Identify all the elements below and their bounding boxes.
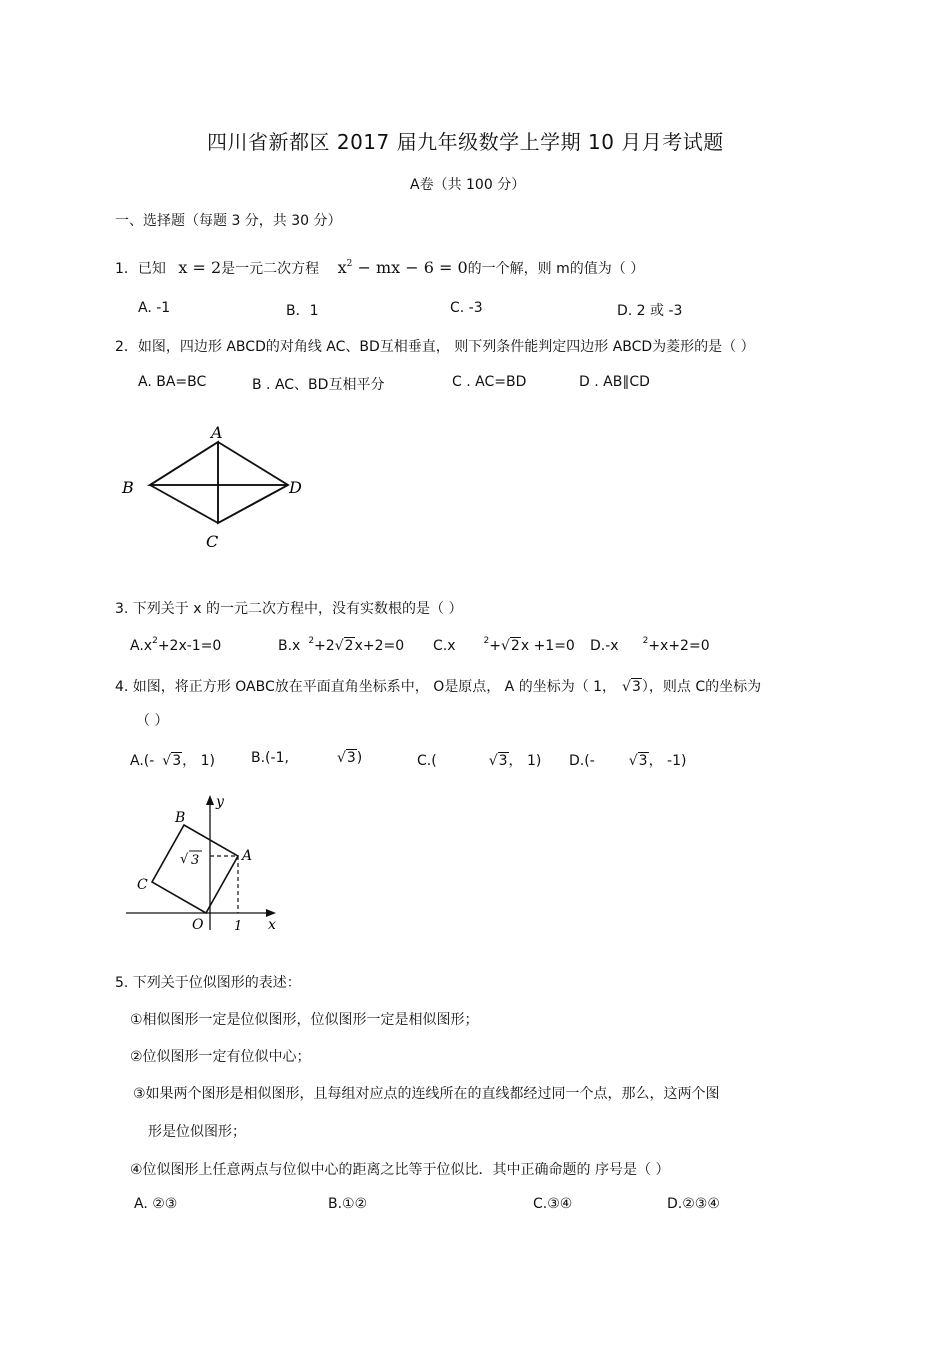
label-b: B	[175, 810, 186, 826]
q2-option-a[interactable]: A. BA=BC	[138, 374, 207, 390]
q1-eq-x: x	[337, 258, 347, 277]
question-5-stem: 5. 下列关于位似图形的表述：	[115, 975, 301, 991]
q4-option-b[interactable]	[251, 750, 362, 766]
q5-statement-2: ②位似图形一定有位似中心；	[130, 1049, 311, 1065]
q5-option-d[interactable]: D.②③④	[667, 1196, 720, 1212]
q3-c-radicand: 2	[510, 638, 520, 654]
page-title: 四川省新都区 2017 届九年级数学上学期 10 月月考试题	[207, 130, 724, 154]
q4-answer-blank: （ ）	[136, 713, 169, 729]
q4-option-a[interactable]	[130, 750, 215, 770]
q3-b-exp: 2	[308, 636, 315, 646]
label-c: C	[137, 877, 148, 893]
q1-eq-rest: − mx − 6 = 0	[352, 258, 468, 277]
q3-b-radicand: 2	[344, 638, 354, 654]
label-o: O	[192, 917, 204, 933]
paper-subtitle: A卷（共 100 分）	[410, 177, 526, 193]
rhombus-figure	[110, 420, 310, 555]
label-c: C	[206, 532, 219, 551]
y-axis-arrow-icon	[206, 795, 214, 805]
q5-statement-3a: ③如果两个图形是相似图形，且每组对应点的连线所在的直线都经过同一个点，那么，这两个图	[133, 1086, 720, 1102]
sqrt-icon: √	[500, 638, 510, 654]
q3-option-b[interactable]	[278, 638, 404, 654]
q3-a-exp: 2	[152, 636, 158, 646]
sqrt-icon: √	[488, 753, 498, 769]
q3-a-pre: A.x	[130, 638, 153, 654]
q2-option-c[interactable]: C . AC=BD	[452, 374, 527, 390]
question-2-stem: 2．如图，四边形 ABCD的对角线 AC、BD互相垂直， 则下列条件能判定四边形 ABCD为菱形的是（ ）	[115, 339, 755, 355]
q1-mid: 是一元二次方程	[221, 261, 320, 277]
q3-b-post: x+2=0	[354, 638, 405, 654]
sqrt-icon: √	[622, 679, 631, 695]
q3-c-exp: 2	[483, 636, 490, 646]
q5-option-a[interactable]: A. ②③	[134, 1196, 178, 1212]
label-one: 1	[234, 919, 243, 934]
question-4-stem	[115, 676, 761, 696]
q5-statement-4: ④位似图形上任意两点与位似中心的距离之比等于位似比．其中正确命题的 序号是（ ）	[130, 1162, 670, 1178]
q4-b-post: )	[356, 750, 363, 766]
q4-b-radicand: 3	[346, 750, 356, 766]
q3-option-d[interactable]	[590, 638, 710, 654]
q4-c-pre: C.(	[417, 753, 437, 769]
sqrt-icon: √	[336, 750, 346, 766]
label-y: y	[216, 794, 224, 810]
q1-option-c[interactable]: C. -3	[450, 300, 483, 316]
q3-c-pre: C.x	[433, 638, 456, 654]
square-oabc	[152, 825, 238, 913]
q4-a-pre: A.(-	[130, 753, 155, 769]
q4-stem-post: ），则点 C的坐标为	[641, 679, 762, 695]
q4-d-pre: D.(-	[569, 753, 595, 769]
q4-stem-pre: 4. 如图，将正方形 OABC放在平面直角坐标系中， O是原点， A 的坐标为（ 1，	[115, 679, 617, 695]
question-1-stem	[115, 258, 644, 278]
q4-b-pre: B.(-1,	[251, 750, 289, 766]
label-b: B	[122, 478, 134, 497]
q3-option-a[interactable]	[130, 638, 221, 654]
label-a: A	[211, 423, 223, 442]
q5-option-b[interactable]: B.①②	[328, 1196, 368, 1212]
q1-option-a[interactable]: A. -1	[138, 300, 171, 316]
q1-prefix: 1．已知	[115, 261, 166, 277]
label-x: x	[268, 917, 276, 933]
q4-c-post: ， 1)	[508, 753, 542, 769]
q3-b-pre: B.x	[278, 638, 301, 654]
q4-a-radicand: 3	[172, 753, 182, 769]
q3-c-mid: +	[489, 638, 501, 654]
q3-a-post: +2x-1=0	[157, 638, 222, 654]
sqrt-icon: √	[162, 753, 172, 769]
q4-option-c[interactable]	[417, 750, 541, 770]
q4-stem-radicand: 3	[631, 679, 641, 695]
section-heading: 一、选择题（每题 3 分，共 30 分）	[115, 213, 342, 229]
q1-condition: x = 2	[178, 258, 222, 277]
rhombus-edges	[150, 442, 288, 523]
q2-option-d[interactable]: D . AB∥CD	[579, 374, 650, 390]
label-d: D	[289, 478, 302, 497]
q4-d-post: ， -1)	[648, 753, 687, 769]
q4-c-radicand: 3	[498, 753, 508, 769]
sqrt-icon: √	[180, 852, 189, 867]
label-sqrt3: 3	[191, 853, 200, 868]
q4-a-post: ， 1)	[182, 753, 215, 769]
rhombus-outline	[150, 442, 288, 523]
q5-statement-3b: 形是位似图形；	[148, 1124, 246, 1140]
q4-option-d[interactable]	[569, 750, 686, 770]
sqrt-icon: √	[628, 753, 638, 769]
q3-option-c[interactable]	[433, 638, 575, 654]
q2-option-b[interactable]: B . AC、BD互相平分	[252, 377, 385, 393]
q1-eq-exp: 2	[346, 259, 353, 269]
q1-suffix: 的一个解，则 m的值为（ ）	[467, 261, 645, 277]
q3-b-mid: +2	[314, 638, 335, 654]
label-a: A	[242, 848, 253, 864]
q3-d-exp: 2	[642, 636, 649, 646]
q1-equation	[338, 258, 468, 277]
q3-d-post: +x+2=0	[648, 638, 710, 654]
q1-option-b[interactable]: B．1	[286, 303, 319, 319]
q4-d-radicand: 3	[638, 753, 648, 769]
q3-d-pre: D.-x	[590, 638, 619, 654]
q5-option-c[interactable]: C.③④	[533, 1196, 573, 1212]
q1-option-d[interactable]: D. 2 或 -3	[617, 303, 683, 319]
x-axis-arrow-icon	[266, 909, 276, 917]
coordinate-figure	[120, 790, 290, 940]
sqrt-icon: √	[334, 638, 344, 654]
q5-statement-1: ①相似图形一定是位似图形，位似图形一定是相似图形；	[130, 1012, 479, 1028]
q3-c-post: x +1=0	[520, 638, 575, 654]
question-3-stem: 3. 下列关于 x 的一元二次方程中，没有实数根的是（ ）	[115, 601, 463, 617]
